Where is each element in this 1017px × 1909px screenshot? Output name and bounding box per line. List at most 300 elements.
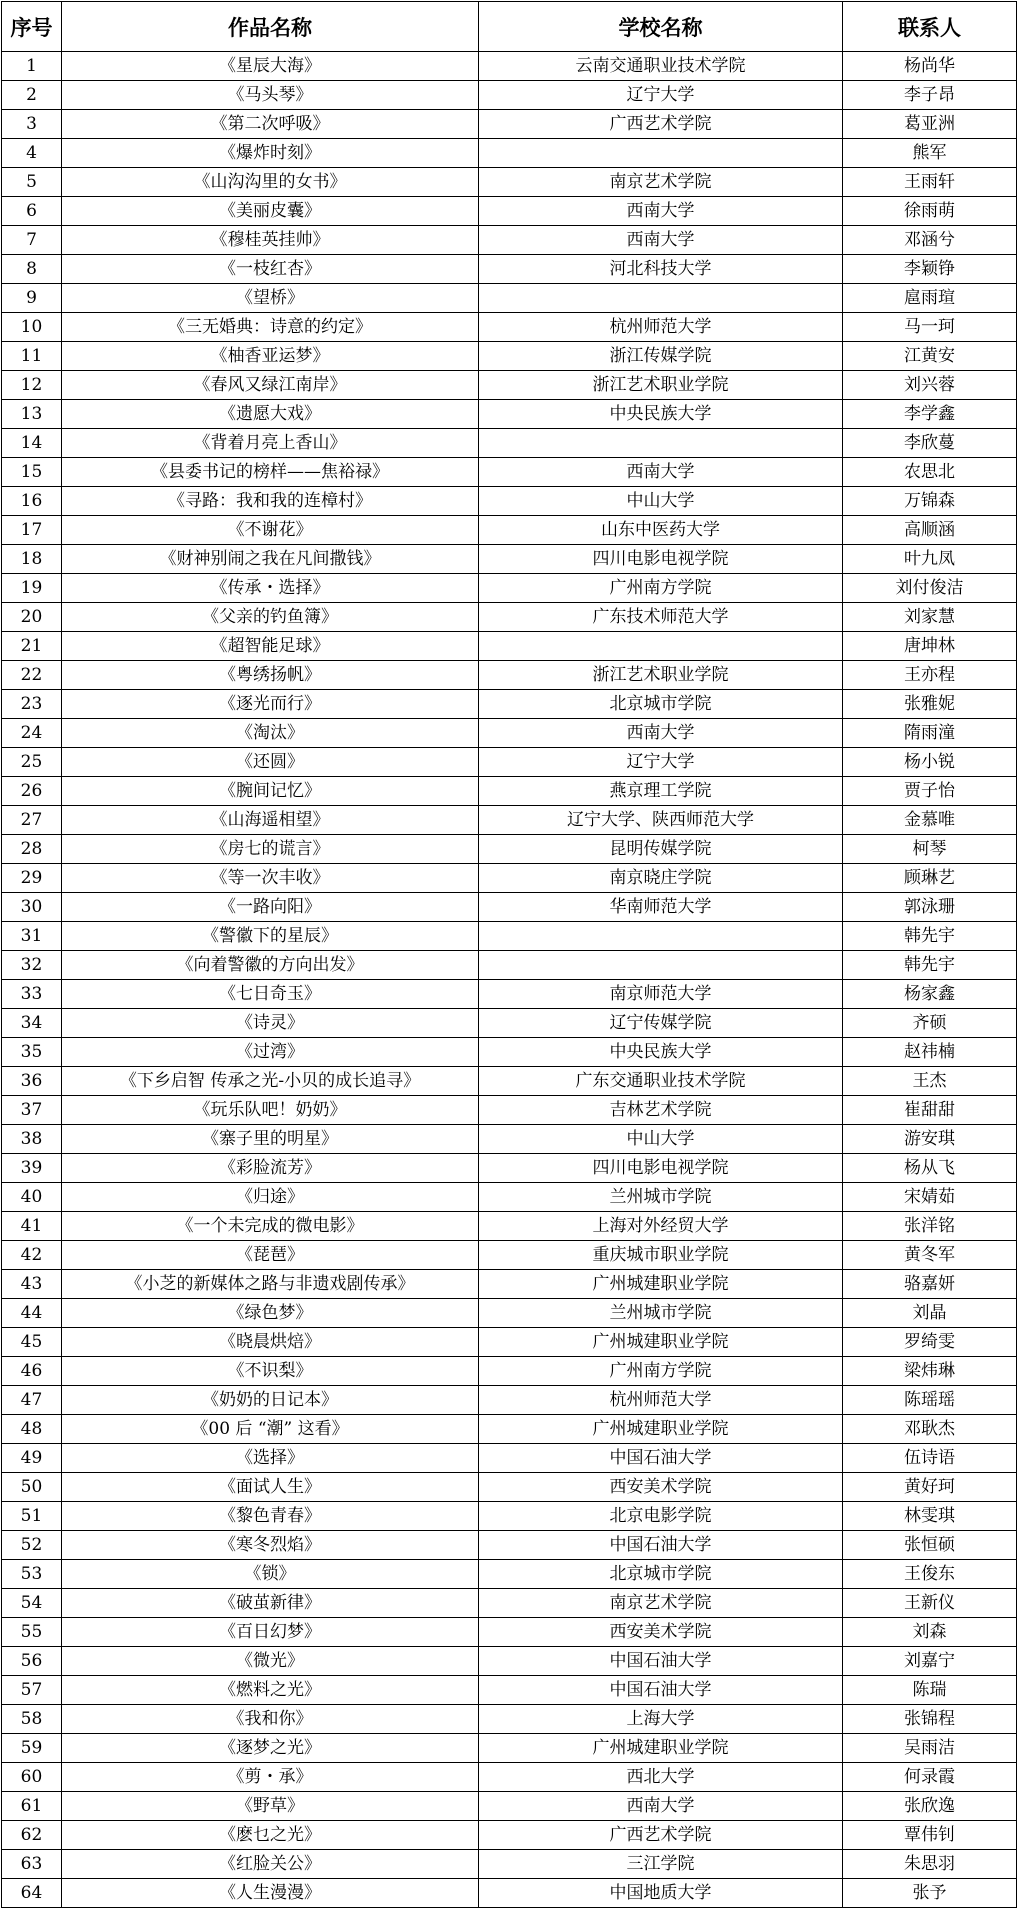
cell-index: 54 xyxy=(2,1589,62,1618)
cell-index: 12 xyxy=(2,371,62,400)
table-row xyxy=(2,1125,1017,1154)
table-row xyxy=(2,1647,1017,1676)
cell-school: 中国地质大学 xyxy=(479,1879,843,1908)
cell-index: 8 xyxy=(2,255,62,284)
cell-index: 39 xyxy=(2,1154,62,1183)
table-row xyxy=(2,1705,1017,1734)
header-work-title: 作品名称 xyxy=(62,2,479,52)
table-row xyxy=(2,1792,1017,1821)
table-row xyxy=(2,661,1017,690)
cell-work-title: 《爆炸时刻》 xyxy=(62,139,479,168)
cell-contact: 张予 xyxy=(843,1879,1017,1908)
cell-index: 60 xyxy=(2,1763,62,1792)
cell-work-title: 《美丽皮囊》 xyxy=(62,197,479,226)
cell-contact: 崔甜甜 xyxy=(843,1096,1017,1125)
cell-index: 53 xyxy=(2,1560,62,1589)
cell-work-title: 《不识梨》 xyxy=(62,1357,479,1386)
table-row xyxy=(2,1009,1017,1038)
cell-index: 10 xyxy=(2,313,62,342)
cell-contact: 杨从飞 xyxy=(843,1154,1017,1183)
cell-contact: 游安琪 xyxy=(843,1125,1017,1154)
cell-index: 46 xyxy=(2,1357,62,1386)
table-row xyxy=(2,226,1017,255)
cell-work-title: 《传承・选择》 xyxy=(62,574,479,603)
table-row xyxy=(2,864,1017,893)
cell-work-title: 《七日奇玉》 xyxy=(62,980,479,1009)
cell-work-title: 《一路向阳》 xyxy=(62,893,479,922)
cell-index: 21 xyxy=(2,632,62,661)
cell-work-title: 《穆桂英挂帅》 xyxy=(62,226,479,255)
table-row xyxy=(2,777,1017,806)
cell-work-title: 《逐光而行》 xyxy=(62,690,479,719)
table-row xyxy=(2,429,1017,458)
cell-school: 广东交通职业技术学院 xyxy=(479,1067,843,1096)
cell-work-title: 《晓晨烘焙》 xyxy=(62,1328,479,1357)
table-row xyxy=(2,81,1017,110)
cell-contact: 王杰 xyxy=(843,1067,1017,1096)
table-row xyxy=(2,603,1017,632)
cell-contact: 黄好珂 xyxy=(843,1473,1017,1502)
cell-work-title: 《红脸关公》 xyxy=(62,1850,479,1879)
cell-school: 中央民族大学 xyxy=(479,1038,843,1067)
cell-contact: 吴雨洁 xyxy=(843,1734,1017,1763)
cell-school: 三江学院 xyxy=(479,1850,843,1879)
cell-index: 13 xyxy=(2,400,62,429)
cell-work-title: 《野草》 xyxy=(62,1792,479,1821)
table-row xyxy=(2,1734,1017,1763)
cell-contact: 覃伟钊 xyxy=(843,1821,1017,1850)
cell-contact: 邓涵兮 xyxy=(843,226,1017,255)
cell-index: 44 xyxy=(2,1299,62,1328)
cell-school: 中山大学 xyxy=(479,487,843,516)
cell-index: 51 xyxy=(2,1502,62,1531)
table-row xyxy=(2,1386,1017,1415)
cell-work-title: 《马头琴》 xyxy=(62,81,479,110)
table-row xyxy=(2,1618,1017,1647)
cell-work-title: 《绿色梦》 xyxy=(62,1299,479,1328)
cell-contact: 万锦森 xyxy=(843,487,1017,516)
cell-work-title: 《山沟沟里的女书》 xyxy=(62,168,479,197)
cell-school xyxy=(479,284,843,313)
cell-contact: 梁炜琳 xyxy=(843,1357,1017,1386)
cell-contact: 李学鑫 xyxy=(843,400,1017,429)
cell-contact: 赵祎楠 xyxy=(843,1038,1017,1067)
cell-contact: 刘晶 xyxy=(843,1299,1017,1328)
cell-school: 西安美术学院 xyxy=(479,1618,843,1647)
cell-school: 西安美术学院 xyxy=(479,1473,843,1502)
table-row xyxy=(2,168,1017,197)
cell-index: 20 xyxy=(2,603,62,632)
cell-contact: 何录霞 xyxy=(843,1763,1017,1792)
cell-school: 杭州师范大学 xyxy=(479,1386,843,1415)
cell-contact: 齐硕 xyxy=(843,1009,1017,1038)
cell-index: 2 xyxy=(2,81,62,110)
cell-school: 中国石油大学 xyxy=(479,1531,843,1560)
cell-contact: 刘付俊洁 xyxy=(843,574,1017,603)
cell-work-title: 《超智能足球》 xyxy=(62,632,479,661)
table-row xyxy=(2,1328,1017,1357)
cell-work-title: 《望桥》 xyxy=(62,284,479,313)
cell-index: 16 xyxy=(2,487,62,516)
cell-index: 28 xyxy=(2,835,62,864)
cell-contact: 杨尚华 xyxy=(843,52,1017,81)
cell-index: 29 xyxy=(2,864,62,893)
cell-work-title: 《破茧新律》 xyxy=(62,1589,479,1618)
table-row xyxy=(2,632,1017,661)
table-row xyxy=(2,1241,1017,1270)
table-row xyxy=(2,458,1017,487)
cell-work-title: 《还圆》 xyxy=(62,748,479,777)
cell-index: 50 xyxy=(2,1473,62,1502)
cell-school: 浙江艺术职业学院 xyxy=(479,371,843,400)
cell-school: 杭州师范大学 xyxy=(479,313,843,342)
cell-contact: 韩先宇 xyxy=(843,922,1017,951)
cell-school: 广州城建职业学院 xyxy=(479,1415,843,1444)
table-row xyxy=(2,574,1017,603)
cell-work-title: 《房七的谎言》 xyxy=(62,835,479,864)
cell-work-title: 《奶奶的日记本》 xyxy=(62,1386,479,1415)
cell-contact: 伍诗语 xyxy=(843,1444,1017,1473)
cell-school: 浙江传媒学院 xyxy=(479,342,843,371)
cell-index: 55 xyxy=(2,1618,62,1647)
table-row xyxy=(2,516,1017,545)
cell-school: 广东技术师范大学 xyxy=(479,603,843,632)
table-row xyxy=(2,1531,1017,1560)
cell-work-title: 《过湾》 xyxy=(62,1038,479,1067)
table-row xyxy=(2,487,1017,516)
cell-index: 59 xyxy=(2,1734,62,1763)
cell-school xyxy=(479,139,843,168)
cell-school: 北京城市学院 xyxy=(479,1560,843,1589)
cell-index: 35 xyxy=(2,1038,62,1067)
cell-index: 57 xyxy=(2,1676,62,1705)
cell-work-title: 《选择》 xyxy=(62,1444,479,1473)
cell-school: 广西艺术学院 xyxy=(479,110,843,139)
cell-work-title: 《剪・承》 xyxy=(62,1763,479,1792)
cell-index: 23 xyxy=(2,690,62,719)
cell-contact: 扈雨瑄 xyxy=(843,284,1017,313)
cell-contact: 张雅妮 xyxy=(843,690,1017,719)
cell-index: 34 xyxy=(2,1009,62,1038)
cell-school: 吉林艺术学院 xyxy=(479,1096,843,1125)
cell-school xyxy=(479,632,843,661)
cell-index: 64 xyxy=(2,1879,62,1908)
cell-work-title: 《遗愿大戏》 xyxy=(62,400,479,429)
cell-index: 25 xyxy=(2,748,62,777)
cell-school: 四川电影电视学院 xyxy=(479,545,843,574)
table-row xyxy=(2,1183,1017,1212)
cell-school: 中央民族大学 xyxy=(479,400,843,429)
cell-school: 南京师范大学 xyxy=(479,980,843,1009)
cell-contact: 杨小锐 xyxy=(843,748,1017,777)
cell-work-title: 《腕间记忆》 xyxy=(62,777,479,806)
cell-index: 31 xyxy=(2,922,62,951)
cell-index: 45 xyxy=(2,1328,62,1357)
cell-index: 1 xyxy=(2,52,62,81)
cell-school: 北京电影学院 xyxy=(479,1502,843,1531)
cell-contact: 江黄安 xyxy=(843,342,1017,371)
cell-index: 6 xyxy=(2,197,62,226)
cell-index: 58 xyxy=(2,1705,62,1734)
cell-work-title: 《琵琶》 xyxy=(62,1241,479,1270)
cell-contact: 陈瑞 xyxy=(843,1676,1017,1705)
cell-work-title: 《春风又绿江南岸》 xyxy=(62,371,479,400)
cell-work-title: 《寻路：我和我的连樟村》 xyxy=(62,487,479,516)
cell-contact: 李子昂 xyxy=(843,81,1017,110)
cell-work-title: 《三无婚典：诗意的约定》 xyxy=(62,313,479,342)
cell-contact: 徐雨萌 xyxy=(843,197,1017,226)
cell-work-title: 《背着月亮上香山》 xyxy=(62,429,479,458)
cell-index: 36 xyxy=(2,1067,62,1096)
cell-index: 27 xyxy=(2,806,62,835)
cell-school: 中山大学 xyxy=(479,1125,843,1154)
cell-index: 30 xyxy=(2,893,62,922)
table-row xyxy=(2,1357,1017,1386)
cell-work-title: 《不谢花》 xyxy=(62,516,479,545)
cell-contact: 唐坤林 xyxy=(843,632,1017,661)
cell-contact: 李欣蔓 xyxy=(843,429,1017,458)
header-row xyxy=(2,2,1017,52)
cell-work-title: 《粤绣扬帆》 xyxy=(62,661,479,690)
cell-school: 广西艺术学院 xyxy=(479,1821,843,1850)
table-row xyxy=(2,951,1017,980)
cell-school: 广州城建职业学院 xyxy=(479,1270,843,1299)
cell-index: 32 xyxy=(2,951,62,980)
cell-work-title: 《山海遥相望》 xyxy=(62,806,479,835)
cell-work-title: 《黎色青春》 xyxy=(62,1502,479,1531)
cell-school: 中国石油大学 xyxy=(479,1444,843,1473)
cell-index: 41 xyxy=(2,1212,62,1241)
cell-school: 南京艺术学院 xyxy=(479,1589,843,1618)
cell-work-title: 《一枝红杏》 xyxy=(62,255,479,284)
cell-contact: 郭泳珊 xyxy=(843,893,1017,922)
cell-school: 西南大学 xyxy=(479,226,843,255)
cell-index: 48 xyxy=(2,1415,62,1444)
cell-school: 四川电影电视学院 xyxy=(479,1154,843,1183)
cell-contact: 葛亚洲 xyxy=(843,110,1017,139)
cell-school: 辽宁大学 xyxy=(479,81,843,110)
cell-index: 56 xyxy=(2,1647,62,1676)
cell-school: 西北大学 xyxy=(479,1763,843,1792)
cell-contact: 隋雨潼 xyxy=(843,719,1017,748)
cell-school: 浙江艺术职业学院 xyxy=(479,661,843,690)
table-row xyxy=(2,284,1017,313)
cell-index: 22 xyxy=(2,661,62,690)
cell-school: 西南大学 xyxy=(479,458,843,487)
table-row xyxy=(2,197,1017,226)
cell-index: 61 xyxy=(2,1792,62,1821)
table-row xyxy=(2,1299,1017,1328)
cell-school: 辽宁大学、陕西师范大学 xyxy=(479,806,843,835)
cell-contact: 叶九凤 xyxy=(843,545,1017,574)
cell-index: 5 xyxy=(2,168,62,197)
table-row xyxy=(2,545,1017,574)
cell-work-title: 《寨子里的明星》 xyxy=(62,1125,479,1154)
cell-school: 燕京理工学院 xyxy=(479,777,843,806)
cell-index: 24 xyxy=(2,719,62,748)
cell-contact: 顾琳艺 xyxy=(843,864,1017,893)
cell-index: 52 xyxy=(2,1531,62,1560)
table-row xyxy=(2,806,1017,835)
cell-contact: 宋婧茹 xyxy=(843,1183,1017,1212)
cell-work-title: 《归途》 xyxy=(62,1183,479,1212)
cell-work-title: 《燃料之光》 xyxy=(62,1676,479,1705)
cell-contact: 王雨轩 xyxy=(843,168,1017,197)
cell-contact: 刘森 xyxy=(843,1618,1017,1647)
cell-work-title: 《寒冬烈焰》 xyxy=(62,1531,479,1560)
cell-work-title: 《玩乐队吧！奶奶》 xyxy=(62,1096,479,1125)
cell-index: 14 xyxy=(2,429,62,458)
cell-work-title: 《人生漫漫》 xyxy=(62,1879,479,1908)
cell-contact: 张恒硕 xyxy=(843,1531,1017,1560)
works-table xyxy=(1,1,1017,1908)
table-row xyxy=(2,110,1017,139)
cell-work-title: 《父亲的钓鱼簿》 xyxy=(62,603,479,632)
cell-school xyxy=(479,951,843,980)
cell-index: 15 xyxy=(2,458,62,487)
table-row xyxy=(2,835,1017,864)
cell-work-title: 《诗灵》 xyxy=(62,1009,479,1038)
cell-contact: 熊军 xyxy=(843,139,1017,168)
cell-contact: 张洋铭 xyxy=(843,1212,1017,1241)
table-row xyxy=(2,52,1017,81)
cell-school: 上海对外经贸大学 xyxy=(479,1212,843,1241)
table-row xyxy=(2,1676,1017,1705)
table-row xyxy=(2,980,1017,1009)
cell-contact: 刘嘉宁 xyxy=(843,1647,1017,1676)
cell-contact: 杨家鑫 xyxy=(843,980,1017,1009)
table-row xyxy=(2,371,1017,400)
cell-work-title: 《财神别闹之我在凡间撒钱》 xyxy=(62,545,479,574)
table-row xyxy=(2,690,1017,719)
cell-index: 3 xyxy=(2,110,62,139)
cell-work-title: 《我和你》 xyxy=(62,1705,479,1734)
cell-school: 兰州城市学院 xyxy=(479,1183,843,1212)
cell-contact: 骆嘉妍 xyxy=(843,1270,1017,1299)
cell-work-title: 《一个未完成的微电影》 xyxy=(62,1212,479,1241)
header-index: 序号 xyxy=(2,2,62,52)
cell-contact: 王亦程 xyxy=(843,661,1017,690)
cell-work-title: 《县委书记的榜样——焦裕禄》 xyxy=(62,458,479,487)
cell-contact: 李颖铮 xyxy=(843,255,1017,284)
table-row xyxy=(2,1270,1017,1299)
cell-index: 49 xyxy=(2,1444,62,1473)
cell-school xyxy=(479,429,843,458)
cell-index: 63 xyxy=(2,1850,62,1879)
cell-contact: 罗绮雯 xyxy=(843,1328,1017,1357)
cell-school: 中国石油大学 xyxy=(479,1676,843,1705)
cell-contact: 农思北 xyxy=(843,458,1017,487)
cell-work-title: 《00 后 “潮” 这看》 xyxy=(62,1415,479,1444)
cell-index: 38 xyxy=(2,1125,62,1154)
cell-contact: 林雯琪 xyxy=(843,1502,1017,1531)
cell-work-title: 《锁》 xyxy=(62,1560,479,1589)
cell-index: 9 xyxy=(2,284,62,313)
table-row xyxy=(2,1589,1017,1618)
cell-index: 40 xyxy=(2,1183,62,1212)
cell-work-title: 《等一次丰收》 xyxy=(62,864,479,893)
table-row xyxy=(2,748,1017,777)
cell-school: 广州城建职业学院 xyxy=(479,1734,843,1763)
table-row xyxy=(2,893,1017,922)
cell-school: 北京城市学院 xyxy=(479,690,843,719)
cell-school: 南京晓庄学院 xyxy=(479,864,843,893)
table-row xyxy=(2,255,1017,284)
cell-contact: 马一珂 xyxy=(843,313,1017,342)
cell-work-title: 《警徽下的星辰》 xyxy=(62,922,479,951)
cell-school: 南京艺术学院 xyxy=(479,168,843,197)
table-row xyxy=(2,1067,1017,1096)
cell-work-title: 《柚香亚运梦》 xyxy=(62,342,479,371)
cell-index: 4 xyxy=(2,139,62,168)
cell-index: 18 xyxy=(2,545,62,574)
cell-work-title: 《面试人生》 xyxy=(62,1473,479,1502)
cell-contact: 朱思羽 xyxy=(843,1850,1017,1879)
cell-index: 62 xyxy=(2,1821,62,1850)
cell-contact: 王俊东 xyxy=(843,1560,1017,1589)
table-row xyxy=(2,922,1017,951)
cell-work-title: 《麽乜之光》 xyxy=(62,1821,479,1850)
cell-contact: 张欣逸 xyxy=(843,1792,1017,1821)
cell-index: 42 xyxy=(2,1241,62,1270)
cell-school: 西南大学 xyxy=(479,197,843,226)
cell-contact: 金慕唯 xyxy=(843,806,1017,835)
table-row xyxy=(2,719,1017,748)
table-row xyxy=(2,1096,1017,1125)
cell-index: 26 xyxy=(2,777,62,806)
cell-index: 37 xyxy=(2,1096,62,1125)
cell-contact: 柯琴 xyxy=(843,835,1017,864)
cell-index: 19 xyxy=(2,574,62,603)
cell-school: 西南大学 xyxy=(479,719,843,748)
cell-contact: 高顺涵 xyxy=(843,516,1017,545)
cell-work-title: 《百日幻梦》 xyxy=(62,1618,479,1647)
cell-school: 上海大学 xyxy=(479,1705,843,1734)
cell-work-title: 《星辰大海》 xyxy=(62,52,479,81)
cell-work-title: 《第二次呼吸》 xyxy=(62,110,479,139)
cell-school: 兰州城市学院 xyxy=(479,1299,843,1328)
cell-school: 辽宁传媒学院 xyxy=(479,1009,843,1038)
cell-school: 云南交通职业技术学院 xyxy=(479,52,843,81)
cell-index: 47 xyxy=(2,1386,62,1415)
table-row xyxy=(2,1212,1017,1241)
cell-work-title: 《淘汰》 xyxy=(62,719,479,748)
cell-school: 河北科技大学 xyxy=(479,255,843,284)
cell-school xyxy=(479,922,843,951)
cell-school: 西南大学 xyxy=(479,1792,843,1821)
table-row xyxy=(2,1415,1017,1444)
table-row xyxy=(2,313,1017,342)
table-row xyxy=(2,1154,1017,1183)
table-row xyxy=(2,400,1017,429)
cell-work-title: 《向着警徽的方向出发》 xyxy=(62,951,479,980)
cell-contact: 黄冬军 xyxy=(843,1241,1017,1270)
cell-school: 中国石油大学 xyxy=(479,1647,843,1676)
table-row xyxy=(2,1038,1017,1067)
table-row xyxy=(2,342,1017,371)
cell-school: 辽宁大学 xyxy=(479,748,843,777)
cell-contact: 张锦程 xyxy=(843,1705,1017,1734)
table-row xyxy=(2,139,1017,168)
cell-contact: 陈瑶瑶 xyxy=(843,1386,1017,1415)
table-row xyxy=(2,1879,1017,1908)
cell-school: 广州南方学院 xyxy=(479,574,843,603)
cell-contact: 韩先宇 xyxy=(843,951,1017,980)
cell-index: 11 xyxy=(2,342,62,371)
cell-contact: 刘家慧 xyxy=(843,603,1017,632)
cell-school: 广州城建职业学院 xyxy=(479,1328,843,1357)
cell-work-title: 《微光》 xyxy=(62,1647,479,1676)
